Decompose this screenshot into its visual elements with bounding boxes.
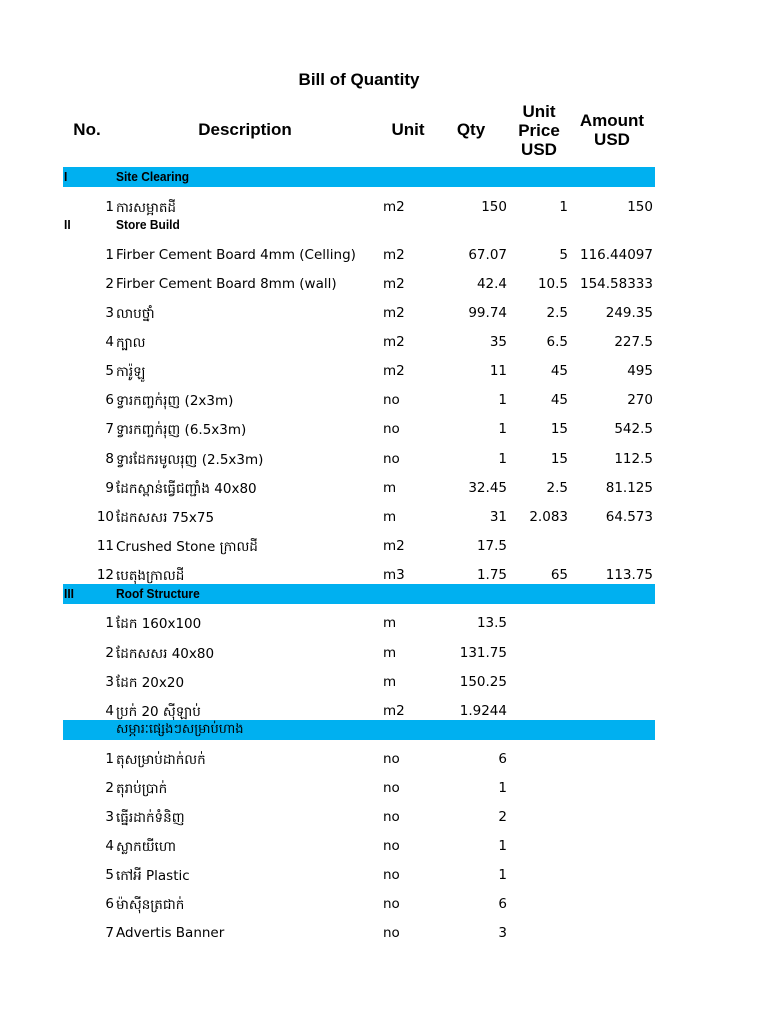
row-description: Advertis Banner bbox=[116, 925, 225, 941]
row-unit: m2 bbox=[383, 305, 405, 321]
row-description: ដែក 20x20 bbox=[116, 675, 185, 691]
header-amount bbox=[574, 111, 650, 149]
row-description: ម៉ាស៊ីនត្រជាក់ bbox=[116, 897, 185, 913]
table-row bbox=[0, 415, 768, 444]
row-no: 1 bbox=[105, 199, 114, 215]
row-no: 8 bbox=[105, 451, 114, 467]
table-row bbox=[0, 270, 768, 299]
row-description: កៅអី Plastic bbox=[116, 868, 190, 884]
row-no: 1 bbox=[105, 615, 114, 631]
section-title: សម្ភារៈផ្សេងៗសម្រាប់ហាង bbox=[116, 722, 244, 737]
row-qty: 1 bbox=[498, 451, 507, 467]
row-unit-price: 5 bbox=[559, 247, 568, 263]
row-amount: 249.35 bbox=[605, 305, 653, 321]
section-title: Store Build bbox=[116, 217, 180, 232]
row-unit-price: 65 bbox=[550, 567, 568, 583]
row-unit: m2 bbox=[383, 199, 405, 215]
row-description: ការសម្អាតដី bbox=[116, 200, 176, 216]
table-row bbox=[0, 774, 768, 803]
row-amount: 113.75 bbox=[605, 567, 653, 583]
row-no: 7 bbox=[105, 925, 114, 941]
header-unit: Unit bbox=[391, 120, 425, 139]
section-title: Roof Structure bbox=[116, 586, 200, 601]
row-description: ដែកស្ពាន់ធ្វើជញ្ជាំង 40x80 bbox=[116, 481, 257, 497]
row-unit-price: 45 bbox=[550, 392, 568, 408]
header-amount-line2: USD bbox=[594, 130, 630, 149]
row-qty: 1 bbox=[498, 421, 507, 437]
row-qty: 1 bbox=[498, 392, 507, 408]
row-amount: 154.58333 bbox=[579, 276, 653, 292]
row-amount: 116.44097 bbox=[579, 247, 653, 263]
row-unit-price: 15 bbox=[550, 451, 568, 467]
row-unit: no bbox=[383, 925, 400, 941]
row-amount: 270 bbox=[627, 392, 653, 408]
row-unit: m bbox=[383, 645, 397, 661]
row-qty: 11 bbox=[489, 363, 507, 379]
table-row bbox=[0, 299, 768, 328]
row-no: 4 bbox=[105, 838, 114, 854]
row-unit: no bbox=[383, 751, 400, 767]
table-row bbox=[0, 668, 768, 697]
header-unit-price-line1: Unit bbox=[522, 102, 556, 121]
row-qty: 6 bbox=[498, 751, 507, 767]
row-no: 2 bbox=[105, 780, 114, 796]
row-qty: 42.4 bbox=[476, 276, 507, 292]
row-unit: no bbox=[383, 392, 400, 408]
row-qty: 1.75 bbox=[476, 567, 507, 583]
table-row bbox=[0, 532, 768, 561]
row-qty: 150.25 bbox=[459, 674, 507, 690]
row-description: ដែក 160x100 bbox=[116, 616, 202, 632]
row-description: លាបថ្នាំ bbox=[116, 306, 155, 322]
row-description: ទ្វារដែករមូលរុញ (2.5x3m) bbox=[116, 452, 264, 468]
row-unit: no bbox=[383, 867, 400, 883]
row-description: ដែកសសរ 40x80 bbox=[116, 646, 215, 662]
table-row bbox=[0, 445, 768, 474]
row-qty: 1 bbox=[498, 867, 507, 883]
row-unit: m2 bbox=[383, 247, 405, 263]
row-no: 4 bbox=[105, 703, 114, 719]
row-qty: 6 bbox=[498, 896, 507, 912]
row-description: ទ្វារកញ្ចក់រុញ (2x3m) bbox=[116, 393, 234, 409]
row-amount: 227.5 bbox=[614, 334, 653, 350]
row-no: 3 bbox=[105, 674, 114, 690]
section-number: II bbox=[64, 217, 71, 232]
row-unit: m2 bbox=[383, 276, 405, 292]
row-no: 3 bbox=[105, 809, 114, 825]
table-row bbox=[0, 609, 768, 638]
row-description: ធ្នើរដាក់ទំនិញ bbox=[116, 810, 185, 826]
row-description: Firber Cement Board 8mm (wall) bbox=[116, 276, 337, 292]
row-qty: 150 bbox=[481, 199, 507, 215]
table-row bbox=[0, 357, 768, 386]
row-unit: no bbox=[383, 896, 400, 912]
table-row bbox=[0, 890, 768, 919]
row-unit-price: 6.5 bbox=[546, 334, 568, 350]
row-unit: m2 bbox=[383, 334, 405, 350]
row-unit: m bbox=[383, 480, 397, 496]
row-qty: 67.07 bbox=[468, 247, 507, 263]
row-no: 6 bbox=[105, 896, 114, 912]
row-qty: 31 bbox=[489, 509, 507, 525]
row-amount: 150 bbox=[627, 199, 653, 215]
row-qty: 1.9244 bbox=[459, 703, 507, 719]
row-unit: m3 bbox=[383, 567, 405, 583]
row-qty: 131.75 bbox=[459, 645, 507, 661]
header-description: Description bbox=[198, 120, 292, 139]
row-amount: 64.573 bbox=[605, 509, 653, 525]
row-unit-price: 45 bbox=[550, 363, 568, 379]
row-unit-price: 15 bbox=[550, 421, 568, 437]
header-unit-price-line3: USD bbox=[521, 140, 557, 159]
row-unit: m bbox=[383, 615, 397, 631]
row-qty: 1 bbox=[498, 838, 507, 854]
row-unit: m bbox=[383, 509, 397, 525]
row-unit: no bbox=[383, 780, 400, 796]
row-no: 2 bbox=[105, 276, 114, 292]
row-amount: 495 bbox=[627, 363, 653, 379]
row-no: 4 bbox=[105, 334, 114, 350]
row-qty: 99.74 bbox=[468, 305, 507, 321]
row-description: Crushed Stone ក្រាលដី bbox=[116, 539, 258, 555]
row-unit: m2 bbox=[383, 538, 405, 554]
row-unit: no bbox=[383, 451, 400, 467]
row-unit: no bbox=[383, 838, 400, 854]
row-unit: no bbox=[383, 809, 400, 825]
row-no: 11 bbox=[96, 538, 114, 554]
row-description: តុសម្រាប់ដាក់លក់ bbox=[116, 752, 206, 768]
header-amount-line1: Amount bbox=[579, 111, 645, 130]
row-description: ស្លាកយីហោ bbox=[116, 839, 176, 855]
row-qty: 17.5 bbox=[476, 538, 507, 554]
table-row bbox=[0, 803, 768, 832]
table-row bbox=[0, 919, 768, 948]
header-no: No. bbox=[73, 120, 101, 139]
document-title: Bill of Quantity bbox=[298, 70, 420, 89]
row-no: 12 bbox=[96, 567, 114, 583]
row-unit: m2 bbox=[383, 703, 405, 719]
table-row bbox=[0, 503, 768, 532]
row-description: តុរាប់ប្រាក់ bbox=[116, 781, 168, 797]
row-description: Firber Cement Board 4mm (Celling) bbox=[116, 247, 356, 263]
row-no: 10 bbox=[96, 509, 114, 525]
row-description: ដែកសសរ 75x75 bbox=[116, 510, 215, 526]
header-qty: Qty bbox=[456, 120, 486, 139]
row-amount: 542.5 bbox=[614, 421, 653, 437]
header-unit-price bbox=[508, 102, 570, 159]
section-number: III bbox=[64, 586, 74, 601]
row-description: ទ្វារកញ្ចក់រុញ (6.5x3m) bbox=[116, 422, 247, 438]
section-title: Site Clearing bbox=[116, 169, 190, 184]
table-row bbox=[0, 861, 768, 890]
table-row bbox=[0, 328, 768, 357]
row-unit: m bbox=[383, 674, 397, 690]
section-number: I bbox=[64, 169, 68, 184]
row-unit-price: 2.083 bbox=[529, 509, 568, 525]
row-qty: 13.5 bbox=[476, 615, 507, 631]
table-row bbox=[0, 832, 768, 861]
row-no: 5 bbox=[105, 363, 114, 379]
row-qty: 35 bbox=[489, 334, 507, 350]
row-no: 9 bbox=[105, 480, 114, 496]
table-row bbox=[0, 386, 768, 415]
table-row bbox=[0, 241, 768, 270]
row-amount: 112.5 bbox=[614, 451, 653, 467]
row-no: 6 bbox=[105, 392, 114, 408]
table-row bbox=[0, 745, 768, 774]
table-row bbox=[0, 474, 768, 503]
row-no: 1 bbox=[105, 751, 114, 767]
row-qty: 1 bbox=[498, 780, 507, 796]
row-unit-price: 1 bbox=[559, 199, 568, 215]
row-qty: 3 bbox=[498, 925, 507, 941]
row-no: 2 bbox=[105, 645, 114, 661]
row-unit-price: 2.5 bbox=[546, 305, 568, 321]
row-no: 5 bbox=[105, 867, 114, 883]
header-unit-price-line2: Price bbox=[518, 121, 560, 140]
table-row bbox=[0, 639, 768, 668]
row-description: ប្រក់ 20 ស៊ីឡាប់ bbox=[116, 704, 201, 720]
row-unit: no bbox=[383, 421, 400, 437]
row-description: ក្បាល bbox=[116, 335, 146, 351]
row-no: 3 bbox=[105, 305, 114, 321]
row-qty: 32.45 bbox=[468, 480, 507, 496]
row-qty: 2 bbox=[498, 809, 507, 825]
row-description: ការ៉ូឡូ bbox=[116, 364, 146, 380]
row-no: 1 bbox=[105, 247, 114, 263]
row-unit-price: 2.5 bbox=[546, 480, 568, 496]
row-no: 7 bbox=[105, 421, 114, 437]
row-amount: 81.125 bbox=[605, 480, 653, 496]
row-description: បេតុងក្រាលដី bbox=[116, 568, 185, 584]
row-unit-price: 10.5 bbox=[537, 276, 568, 292]
row-unit: m2 bbox=[383, 363, 405, 379]
